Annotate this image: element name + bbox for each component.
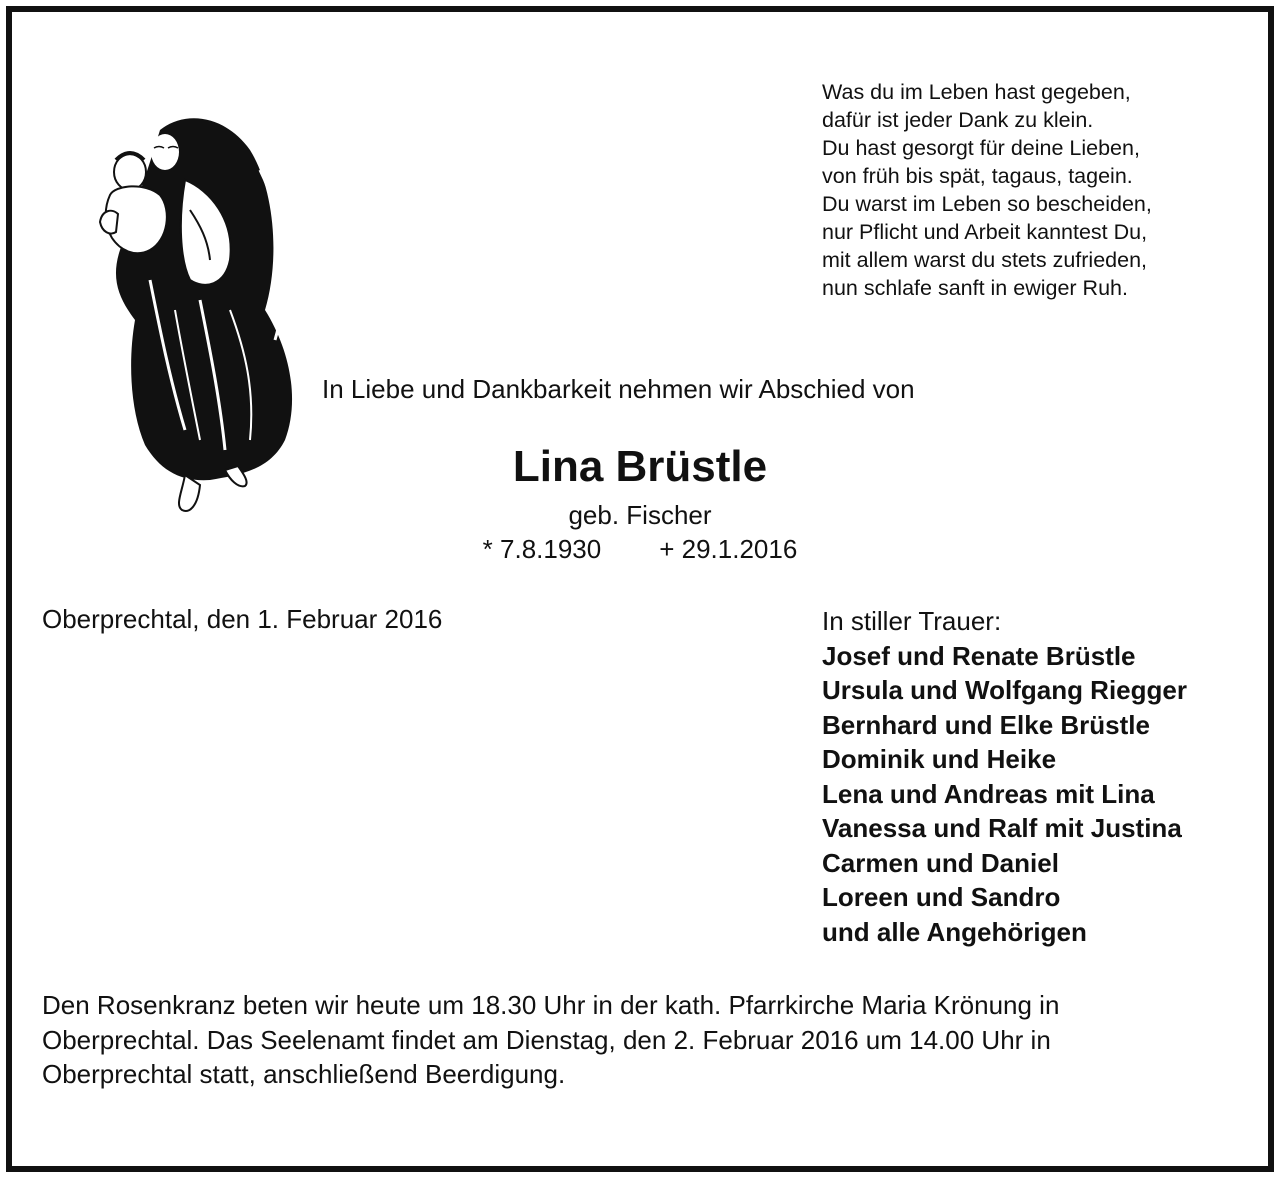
mourner: Carmen und Daniel	[822, 847, 1059, 878]
maiden-name: geb. Fischer	[568, 500, 712, 530]
mourner: Ursula und Wolfgang Riegger	[822, 675, 1187, 705]
deceased-name: Lina Brüstle	[512, 442, 768, 491]
notice-line: Oberprechtal statt, anschließend Beerdigung.	[42, 1059, 566, 1089]
poem-line: mit allem warst du stets zufrieden,	[822, 248, 1148, 272]
mourner: Bernhard und Elke Brüstle	[822, 709, 1150, 740]
mourners-block	[822, 604, 1187, 949]
notice-line: Den Rosenkranz beten wir heute um 18.30 Uhr in der kath. Pfarrkirche Maria Krönung in	[42, 990, 1060, 1020]
poem-line: Was du im Leben hast gegeben,	[822, 80, 1131, 104]
poem	[822, 78, 1152, 302]
mourner: Vanessa und Ralf mit Justina	[822, 813, 1182, 843]
poem-line: von früh bis spät, tagaus, tagein.	[822, 164, 1133, 188]
place-date: Oberprechtal, den 1. Februar 2016	[42, 604, 443, 634]
notice-line: Oberprechtal. Das Seelenamt findet am Dienstag, den 2. Februar 2016 um 14.00 Uhr in	[42, 1024, 1051, 1055]
mourner: Josef und Renate Brüstle	[822, 640, 1136, 671]
service-notice	[42, 988, 1242, 1092]
poem-line: Du warst im Leben so bescheiden,	[822, 192, 1152, 216]
mourner: Dominik und Heike	[822, 744, 1057, 774]
poem-line: dafür ist jeder Dank zu klein.	[822, 108, 1094, 132]
obituary-frame	[6, 6, 1274, 1172]
birth-date: * 7.8.1930	[482, 534, 602, 564]
poem-line: nur Pflicht und Arbeit kanntest Du,	[822, 220, 1148, 244]
poem-line: Du hast gesorgt für deine Lieben,	[822, 136, 1140, 160]
life-dates	[12, 534, 1268, 565]
intro-text: In Liebe und Dankbarkeit nehmen wir Abschied von	[322, 374, 915, 404]
mourners-heading: In stiller Trauer:	[822, 606, 1002, 636]
mourner: Lena und Andreas mit Lina	[822, 778, 1155, 809]
mourner: und alle Angehörigen	[822, 916, 1087, 947]
poem-line: nun schlafe sanft in ewiger Ruh.	[822, 276, 1128, 300]
death-date: + 29.1.2016	[659, 534, 798, 564]
mourner: Loreen und Sandro	[822, 882, 1061, 912]
